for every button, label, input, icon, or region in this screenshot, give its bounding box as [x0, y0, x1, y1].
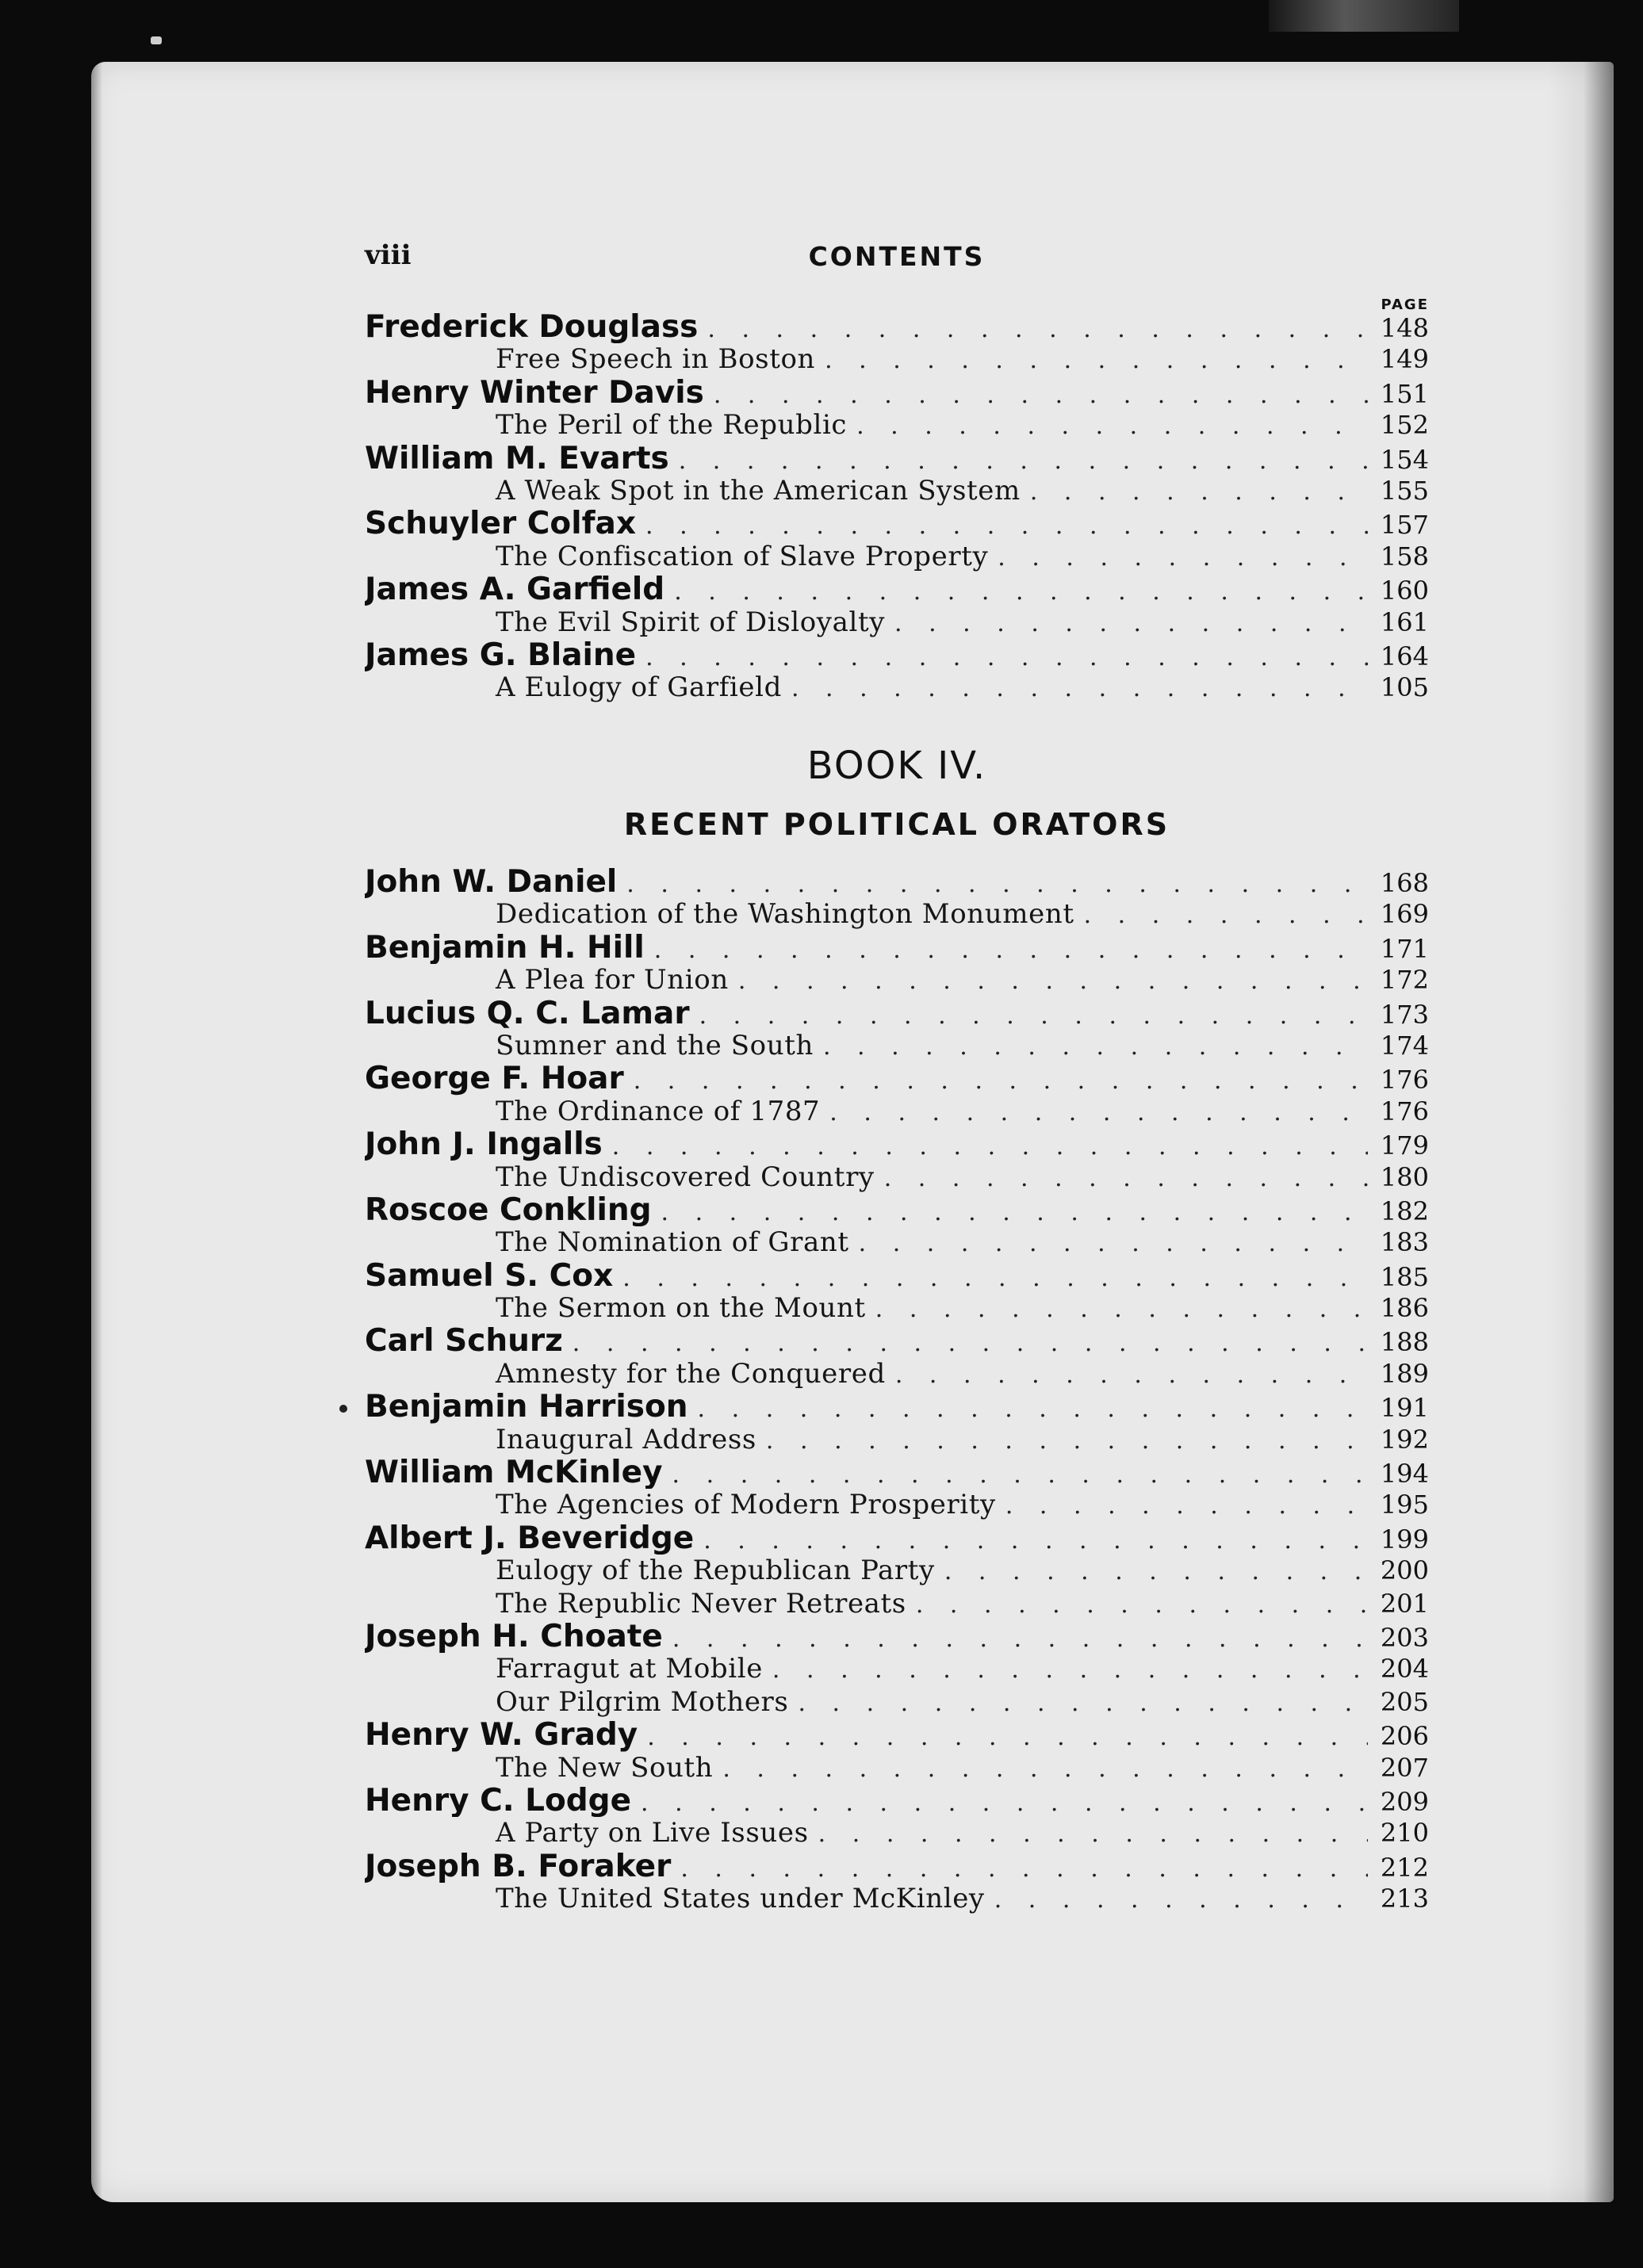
toc-speech-entry [365, 541, 1429, 573]
dot-leader [791, 672, 1368, 704]
speech-title: Free Speech in Boston [496, 343, 816, 376]
page-number: 172 [1380, 965, 1429, 996]
page-number: 171 [1380, 933, 1429, 964]
page-number: 160 [1380, 576, 1429, 606]
page-number: 155 [1380, 475, 1429, 506]
dot-leader [829, 1096, 1368, 1128]
orator-name: Roscoe Conkling [365, 1193, 652, 1227]
toc-orator-entry [365, 1390, 1429, 1423]
dot-leader [998, 541, 1368, 573]
dot-leader [622, 1262, 1368, 1292]
dot-leader [707, 313, 1368, 343]
dot-leader [766, 1425, 1368, 1456]
page-number: 192 [1380, 1424, 1429, 1455]
orator-name: Lucius Q. C. Lamar [365, 996, 690, 1030]
page-header [365, 239, 1429, 313]
page-number: 191 [1380, 1393, 1429, 1424]
speech-title: Amnesty for the Conquered [496, 1357, 886, 1390]
dot-leader [1005, 1490, 1368, 1521]
book-heading: BOOK IV. [806, 744, 987, 788]
toc-speech-entry [365, 1817, 1429, 1849]
page-number: 186 [1380, 1293, 1429, 1324]
toc-speech-entry [365, 1161, 1429, 1194]
page-number: 169 [1380, 899, 1429, 930]
toc-orator-entry [365, 1719, 1429, 1751]
page-number: 105 [1380, 672, 1429, 703]
page-number: 213 [1380, 1884, 1429, 1914]
toc-orator-entry [365, 1260, 1429, 1292]
dot-leader [884, 1162, 1368, 1194]
running-title: CONTENTS [808, 241, 986, 272]
dot-leader [674, 576, 1368, 606]
orator-name: Benjamin Harrison [365, 1390, 688, 1424]
dot-leader [626, 868, 1368, 898]
toc-speech-entry [365, 1686, 1429, 1719]
toc-speech-entry [365, 1555, 1429, 1587]
toc-orator-entry [365, 507, 1429, 540]
toc-orator-entry [365, 1062, 1429, 1095]
toc-orator-entry [365, 1325, 1429, 1357]
orator-name: Albert J. Beveridge [365, 1521, 695, 1555]
orator-name: Schuyler Colfax [365, 507, 637, 541]
page-number: 182 [1380, 1195, 1429, 1226]
speech-title: The Ordinance of 1787 [496, 1095, 821, 1127]
toc-orator-entry [365, 931, 1429, 964]
book-subtitle: RECENT POLITICAL ORATORS [623, 807, 1170, 842]
orator-name: Carl Schurz [365, 1325, 563, 1358]
toc-speech-entry [365, 1226, 1429, 1259]
toc-speech-entry [365, 1358, 1429, 1390]
dot-leader [994, 1884, 1368, 1915]
page-number: 209 [1380, 1786, 1429, 1817]
page-number: 205 [1380, 1686, 1429, 1717]
page-number: 210 [1380, 1818, 1429, 1849]
speech-title: A Plea for Union [496, 964, 729, 996]
toc-orator-entry [365, 1620, 1429, 1653]
orator-name: William McKinley [365, 1456, 663, 1490]
toc-speech-entry [365, 1292, 1429, 1325]
page-number: 212 [1380, 1852, 1429, 1883]
speech-title: Sumner and the South [496, 1029, 814, 1061]
toc-orator-entry [365, 1456, 1429, 1489]
dot-leader [859, 1227, 1368, 1259]
scan-corner-mark [151, 36, 162, 44]
speech-title: Eulogy of the Republican Party [496, 1555, 935, 1587]
speech-title: A Eulogy of Garfield [496, 671, 782, 704]
speech-title: Our Pilgrim Mothers [496, 1685, 789, 1718]
page-number: 176 [1380, 1065, 1429, 1096]
toc-orator-entry [365, 639, 1429, 671]
orator-name: Henry C. Lodge [365, 1784, 632, 1818]
orator-name: George F. Hoar [365, 1062, 624, 1096]
speech-title: The New South [496, 1751, 714, 1784]
toc-orator-entry [365, 573, 1429, 606]
scanner-edge-artifact [1269, 0, 1459, 32]
toc-speech-entry [365, 1424, 1429, 1456]
dot-leader [738, 965, 1368, 996]
toc-speech-entry [365, 343, 1429, 376]
margin-mark [339, 1405, 347, 1413]
page-number: 180 [1380, 1161, 1429, 1192]
toc-orator-entry [365, 1522, 1429, 1555]
page-number: 201 [1380, 1588, 1429, 1619]
page-number: 164 [1380, 641, 1429, 671]
speech-title: A Party on Live Issues [496, 1817, 809, 1849]
speech-title: A Weak Spot in the American System [496, 474, 1021, 507]
page-number: 158 [1380, 541, 1429, 572]
dot-leader [1084, 899, 1368, 931]
speech-title: The Confiscation of Slave Property [496, 540, 989, 572]
page-number: 203 [1380, 1622, 1429, 1653]
toc-speech-entry [365, 1096, 1429, 1128]
dot-leader [641, 1787, 1368, 1817]
toc-speech-entry [365, 1883, 1429, 1915]
page-number: 148 [1380, 313, 1429, 343]
orator-name: Frederick Douglass [365, 311, 699, 344]
page-number: 206 [1380, 1721, 1429, 1752]
speech-title: The Evil Spirit of Disloyalty [496, 606, 886, 638]
orator-name: Joseph H. Choate [365, 1620, 663, 1654]
dot-leader [825, 344, 1368, 376]
page-number: 204 [1380, 1654, 1429, 1685]
toc-speech-entry [365, 1653, 1429, 1685]
toc-speech-entry [365, 964, 1429, 996]
speech-title: The Nomination of Grant [496, 1226, 849, 1259]
toc-speech-entry [365, 409, 1429, 442]
toc-orator-entry [365, 997, 1429, 1030]
toc-orator-entry [365, 1850, 1429, 1883]
dot-leader [1030, 476, 1368, 507]
orator-name: William M. Evarts [365, 442, 669, 475]
dot-leader [895, 1359, 1368, 1390]
speech-title: The Agencies of Modern Prosperity [496, 1489, 996, 1521]
page-number: 195 [1380, 1490, 1429, 1520]
speech-title: The Undiscovered Country [496, 1161, 875, 1193]
page-column-label: PAGE [1381, 296, 1429, 313]
dot-leader [703, 1524, 1368, 1555]
toc-list-continued [365, 311, 1429, 705]
dot-leader [699, 1000, 1368, 1030]
speech-title: Inaugural Address [496, 1423, 756, 1455]
speech-title: The United States under McKinley [496, 1883, 985, 1915]
page-number: 152 [1380, 410, 1429, 441]
toc-speech-entry [365, 898, 1429, 931]
dot-leader [772, 1654, 1368, 1685]
page-number: 173 [1380, 999, 1429, 1030]
dot-leader [698, 1393, 1368, 1423]
dot-leader [856, 410, 1368, 442]
toc-orator-entry [365, 442, 1429, 475]
page-number: 154 [1380, 444, 1429, 475]
orator-name: Henry Winter Davis [365, 376, 704, 410]
dot-leader [894, 607, 1368, 639]
page-number: 157 [1380, 510, 1429, 541]
toc-orator-entry [365, 1194, 1429, 1226]
page-number: 179 [1380, 1130, 1429, 1161]
page-number: 194 [1380, 1459, 1429, 1490]
dot-leader [714, 379, 1368, 409]
speech-title: Farragut at Mobile [496, 1653, 763, 1685]
toc-speech-entry [365, 475, 1429, 507]
orator-name: Joseph B. Foraker [365, 1849, 672, 1884]
dot-leader [818, 1818, 1368, 1849]
page-number: 185 [1380, 1261, 1429, 1292]
dot-leader [661, 1196, 1368, 1226]
speech-title: The Republic Never Retreats [496, 1587, 906, 1620]
page-number: 149 [1380, 344, 1429, 375]
dot-leader [798, 1687, 1367, 1719]
dot-leader [944, 1555, 1368, 1587]
toc-speech-entry [365, 1752, 1429, 1784]
speech-title: The Sermon on the Mount [496, 1292, 866, 1325]
orator-name: James A. Garfield [365, 573, 665, 606]
toc-orator-entry [365, 377, 1429, 409]
dot-leader [634, 1065, 1368, 1095]
page-number: 176 [1380, 1096, 1429, 1126]
toc-orator-entry [365, 311, 1429, 343]
page-number: 151 [1380, 378, 1429, 409]
dot-leader [672, 1459, 1368, 1489]
page-number: 161 [1380, 606, 1429, 637]
toc-speech-entry [365, 606, 1429, 639]
page-left-edge-shadow [91, 62, 102, 2202]
page-number: 183 [1380, 1227, 1429, 1258]
orator-name: John W. Daniel [365, 866, 618, 899]
orator-name: James G. Blaine [365, 638, 637, 672]
toc-speech-entry [365, 1588, 1429, 1620]
dot-leader [612, 1130, 1368, 1161]
orator-name: Benjamin H. Hill [365, 931, 645, 965]
dot-leader [722, 1753, 1368, 1784]
dot-leader [654, 934, 1368, 964]
toc-speech-entry [365, 1489, 1429, 1521]
toc-orator-entry [365, 1784, 1429, 1817]
page-number: 174 [1380, 1030, 1429, 1061]
page-number: 189 [1380, 1358, 1429, 1389]
dot-leader [573, 1327, 1368, 1357]
speech-title: The Peril of the Republic [496, 409, 848, 442]
dot-leader [672, 1623, 1368, 1653]
page-number: 168 [1380, 868, 1429, 898]
dot-leader [823, 1031, 1368, 1062]
page-number: 207 [1380, 1752, 1429, 1783]
toc-orator-entry [365, 866, 1429, 898]
dot-leader [647, 1721, 1368, 1751]
speech-title: Dedication of the Washington Monument [496, 898, 1074, 931]
page-folio: viii [365, 239, 412, 271]
dot-leader [645, 510, 1368, 540]
toc-speech-entry [365, 671, 1429, 704]
dot-leader [916, 1589, 1368, 1620]
page-number: 199 [1380, 1524, 1429, 1555]
dot-leader [680, 1853, 1368, 1883]
orator-name: Samuel S. Cox [365, 1259, 614, 1293]
dot-leader [645, 641, 1368, 671]
dot-leader [679, 445, 1368, 475]
page-number: 188 [1380, 1327, 1429, 1358]
toc-orator-entry [365, 1128, 1429, 1161]
orator-name: John J. Ingalls [365, 1128, 603, 1161]
orator-name: Henry W. Grady [365, 1719, 638, 1752]
page-number: 200 [1380, 1555, 1429, 1586]
dot-leader [875, 1293, 1368, 1325]
toc-list-book-iv [365, 866, 1429, 1916]
toc-speech-entry [365, 1030, 1429, 1062]
page-binding-shadow [1546, 62, 1614, 2202]
